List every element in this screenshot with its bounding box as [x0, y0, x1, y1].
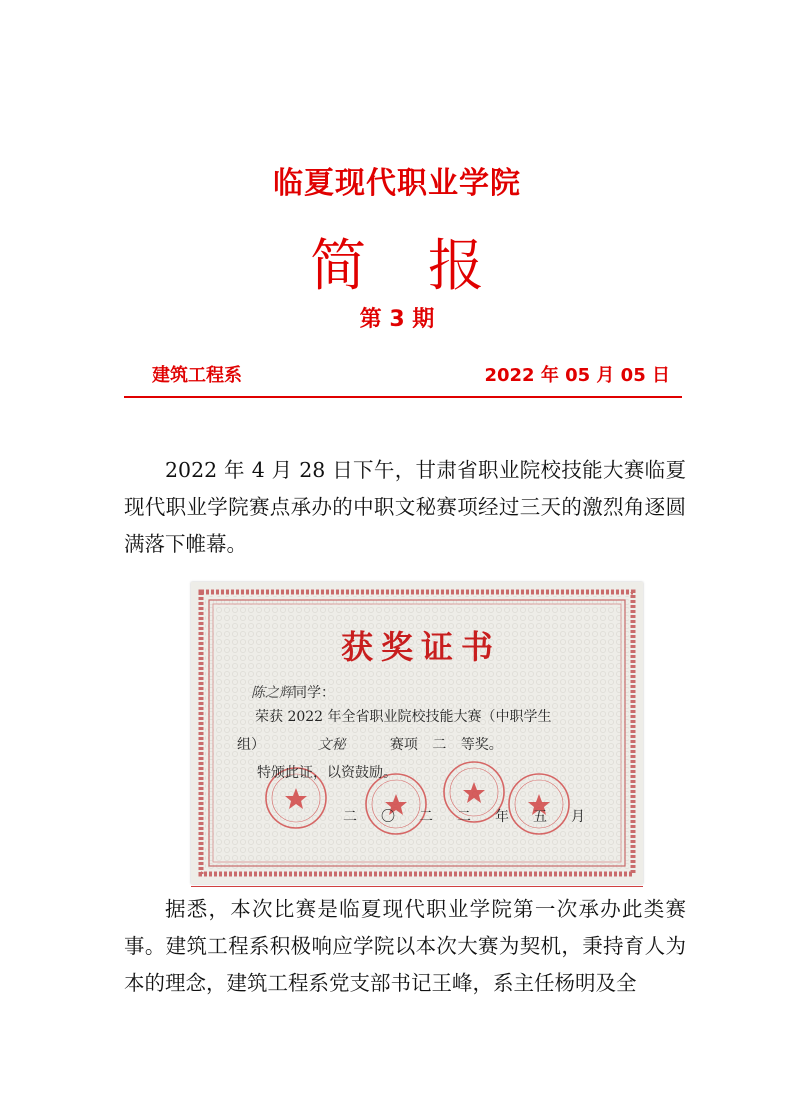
- event-name: 文秘: [317, 737, 346, 753]
- date-char: 〇: [381, 809, 395, 825]
- line2-suffix: 等奖。: [460, 737, 503, 753]
- photo-underline: [191, 886, 643, 887]
- certificate-title: 获奖证书: [340, 628, 501, 666]
- publish-date: 2022 年 05 月 05 日: [484, 365, 670, 386]
- date-char: 二: [457, 809, 471, 825]
- date-char: 二: [419, 809, 433, 825]
- certificate-line-2: [237, 734, 503, 754]
- line2-mid: 赛项: [389, 737, 418, 753]
- header-rule: [124, 396, 682, 398]
- paragraph-2: 据悉，本次比赛是临夏现代职业学院第一次承办此类赛事。建筑工程系积极响应学院以本次大赛为契机，秉持育人为本的理念，建筑工程系党支部书记王峰，系主任杨明及全: [124, 897, 686, 995]
- doc-type-title: 简 报: [310, 234, 506, 299]
- certificate-photo: [191, 582, 643, 884]
- certificate-recipient-line: [251, 682, 335, 702]
- date-char: 月: [571, 809, 585, 825]
- date-char: 五: [533, 809, 547, 825]
- certificate-line-3: 特颁此证，以资鼓励。: [257, 765, 397, 781]
- issue-number: 第 3 期: [359, 307, 435, 332]
- school-name: 临夏现代职业学院: [273, 166, 521, 201]
- paragraph-1: 2022 年 4 月 28 日下午，甘肃省职业院校技能大赛临夏现代职业学院赛点承办的中职文秘赛项经过三天的激烈角逐圆满落下帷幕。: [124, 458, 686, 556]
- recipient-signature: 陈之辉: [251, 685, 293, 701]
- line2-prefix: 组）: [237, 737, 265, 753]
- certificate-line-1: 荣获 2022 年全省职业院校技能大赛（中职学生: [255, 709, 552, 725]
- prize-level: 二: [432, 737, 447, 753]
- date-char: 年: [495, 809, 509, 825]
- recipient-suffix: 同学：: [293, 685, 335, 701]
- date-char: 二: [343, 809, 357, 825]
- department: 建筑工程系: [152, 365, 242, 386]
